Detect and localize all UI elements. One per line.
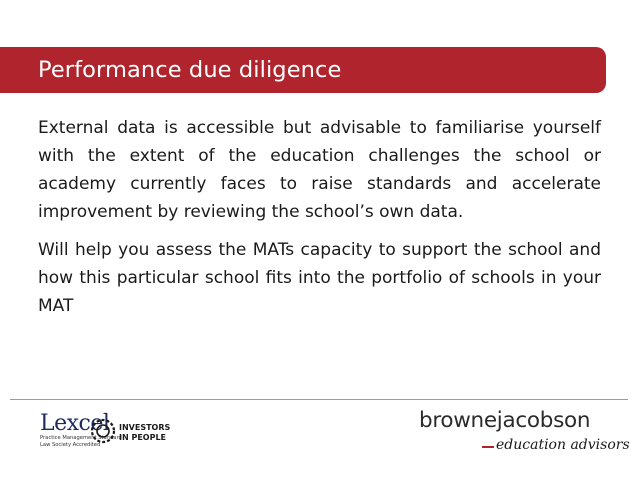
body-paragraph-1: External data is accessible but advisable to familiarise yourself with the extent of the education challenges the school or academy currently faces to raise standards and accelerate improvement by reviewing the school’s own data.: [38, 118, 601, 222]
investors-in-people-text: [119, 423, 170, 443]
brand-name: brownejacobson: [419, 408, 591, 433]
lexcel-line-1: Practice Management Standard: [40, 435, 122, 441]
investors-in-people-icon: [90, 418, 116, 448]
investors-line-2: IN PEOPLE: [119, 433, 167, 442]
investors-line-1: INVESTORS: [119, 423, 171, 432]
slide-title: Performance due diligence: [38, 57, 342, 83]
lexcel-wordmark: Lexcel: [40, 411, 110, 436]
lexcel-logo: [40, 411, 122, 459]
body-paragraph-2: Will help you assess the MATs capacity to support the school and how this particular school fits into the portfolio of schools in your MAT: [38, 240, 601, 316]
investors-in-people-logo: [90, 418, 170, 448]
footer-divider: [10, 399, 628, 400]
brand-accent-line: [482, 446, 494, 448]
brand-tagline: education advisors: [496, 437, 630, 453]
slide-body: [38, 114, 601, 330]
title-bar: [0, 47, 606, 93]
lexcel-line-2: Law Society Accredited: [40, 442, 101, 448]
